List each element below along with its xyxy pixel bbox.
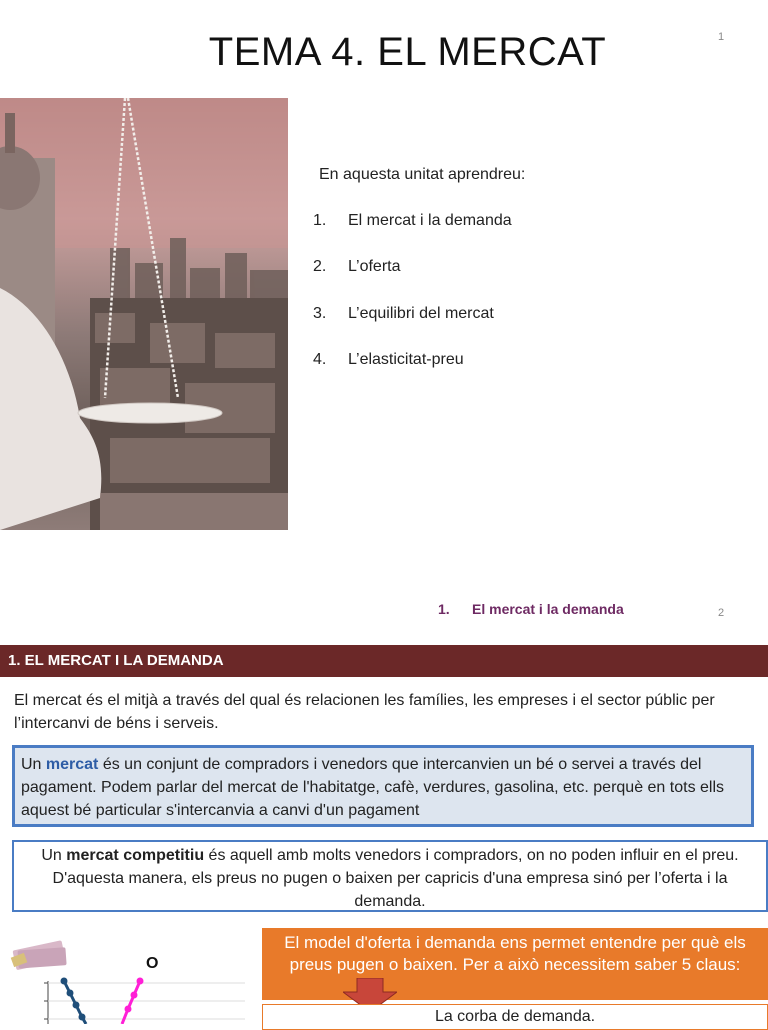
section-band: 1. EL MERCAT I LA DEMANDA — [0, 645, 768, 677]
scales-illustration — [0, 98, 288, 530]
intro-paragraph: El mercat és el mitjà a través del qual és relacionen les famílies, les empreses i el sector públic per l’intercanvi de béns i serveis. — [14, 692, 715, 732]
slide-title: TEMA 4. EL MERCAT — [208, 30, 607, 74]
demand-point — [67, 990, 74, 997]
list-label: L’oferta — [348, 258, 401, 276]
unit-intro: En aquesta unitat aprendreu: — [319, 166, 526, 183]
supply-point — [125, 1006, 132, 1013]
page-number-2: 2 — [718, 607, 725, 619]
claus-callout: El model d'oferta i demanda ens permet entendre per què els preus pugen o baixen. Per a això necessitem saber 5 claus: — [262, 928, 768, 1000]
list-number: 4. — [313, 350, 327, 368]
supply-label: O — [146, 955, 159, 972]
list-label: L’elasticitat-preu — [348, 350, 464, 368]
list-item — [313, 305, 512, 351]
definition-text: és un conjunt de compradors i venedors que intercanvien un bé o servei a través del pagament. Podem parlar del mercat de l'habitatge, cafè, verdures, gasolina, etc. perquè en tots ells aquest bé particular s'intercanvia a canvi d'un pagament — [21, 756, 725, 819]
demand-point — [61, 978, 68, 985]
supply-point — [137, 978, 144, 985]
definition-text: és aquell amb molts venedors i compradors, on no poden influir en el preu. D'aquesta manera, els preus no pugen o baixen per capricis d'una empresa sinó per l’oferta i la demanda. — [52, 847, 739, 910]
definition-prefix: Un — [41, 847, 67, 864]
list-label: El mercat i la demanda — [348, 212, 512, 229]
supply-curve — [122, 981, 140, 1024]
section-link[interactable] — [438, 601, 624, 617]
list-number: 1. — [313, 212, 327, 229]
list-item — [313, 351, 512, 397]
definition-box-competitiu — [12, 840, 768, 912]
section-number: 1. — [438, 601, 450, 617]
supply-demand-mini-chart — [0, 945, 250, 1024]
list-number: 2. — [313, 258, 327, 276]
supply-point — [131, 992, 138, 999]
unit-list — [313, 212, 512, 397]
list-item — [313, 212, 512, 258]
demand-point — [73, 1002, 80, 1009]
demand-point — [79, 1014, 86, 1021]
first-key-row: La corba de demanda. — [262, 1004, 768, 1030]
list-number: 3. — [313, 304, 327, 322]
list-item — [313, 258, 512, 304]
list-label: L’equilibri del mercat — [348, 304, 494, 322]
definition-prefix: Un — [21, 756, 46, 773]
section-label: El mercat i la demanda — [472, 601, 624, 617]
definition-box-mercat — [12, 745, 754, 827]
page-number-1: 1 — [718, 31, 725, 43]
scales-city-photo — [0, 98, 288, 530]
keyword-mercat: mercat — [45, 756, 99, 773]
keyword-mercat-competitiu: mercat competitiu — [66, 847, 205, 864]
